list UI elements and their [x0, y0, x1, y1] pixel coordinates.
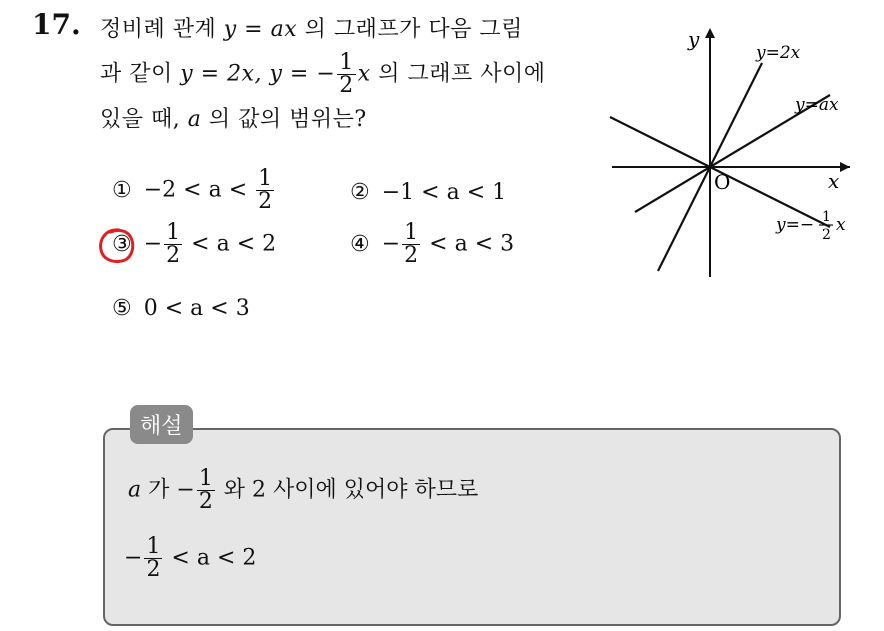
- origin-label: O: [714, 170, 731, 194]
- fraction-denominator: 2: [404, 243, 419, 268]
- choice-mark: ③: [112, 231, 132, 257]
- fraction-denominator: 2: [258, 189, 273, 214]
- label-fraction-numerator: 1: [822, 209, 831, 225]
- fraction-denominator: 2: [146, 557, 161, 582]
- x-axis-label: x: [828, 169, 840, 193]
- label-variable: x: [836, 215, 846, 235]
- problem-text: 정비례 관계: [100, 17, 224, 42]
- solution-box: [103, 428, 841, 626]
- problem-equation: y = ax: [223, 17, 298, 42]
- fraction: [144, 536, 162, 581]
- problem-line-1: [100, 12, 523, 43]
- linear-graph: [600, 22, 860, 287]
- x-axis-arrow: [840, 162, 850, 172]
- fraction-numerator: 1: [166, 220, 181, 245]
- choice-4[interactable]: [350, 222, 514, 267]
- choice-text: 0 < a < 3: [143, 296, 250, 321]
- solution-line-2: [124, 536, 256, 581]
- solution-line-1: [128, 468, 478, 513]
- fraction: [164, 222, 182, 267]
- solution-text: < a < 2: [164, 545, 257, 571]
- fraction-numerator: 1: [404, 220, 419, 245]
- choice-text: −1 < a < 1: [381, 180, 507, 205]
- fraction-numerator: 1: [258, 166, 273, 191]
- choice-text: < a < 2: [184, 231, 277, 257]
- choice-text: −: [381, 231, 401, 257]
- choice-2[interactable]: [350, 180, 506, 205]
- choice-mark: ①: [112, 177, 132, 203]
- label-y-ax: y=ax: [795, 95, 839, 115]
- solution-text: 가 −: [141, 477, 195, 503]
- label-text: y=−: [776, 215, 815, 235]
- problem-text: 의 그래프 사이에: [370, 61, 546, 87]
- label-y-2x: y=2x: [756, 43, 801, 63]
- fraction-denominator: 2: [339, 73, 354, 98]
- choice-mark: ②: [350, 180, 370, 205]
- fraction: [197, 468, 215, 513]
- fraction-numerator: 1: [198, 466, 213, 491]
- fraction: [402, 222, 420, 267]
- fraction-denominator: 2: [198, 489, 213, 514]
- choice-mark: ⑤: [112, 296, 132, 321]
- fraction-denominator: 2: [166, 243, 181, 268]
- solution-text: −: [124, 545, 143, 571]
- y-axis-arrow: [705, 28, 715, 38]
- choice-mark: ④: [350, 231, 370, 257]
- choice-text: −: [143, 231, 163, 257]
- solution-variable: a: [128, 477, 142, 503]
- choice-1[interactable]: [112, 168, 276, 213]
- problem-number: 17.: [32, 8, 81, 41]
- label-fraction-denominator: 2: [822, 227, 831, 243]
- problem-line-3: [100, 102, 367, 133]
- problem-line-2: [100, 52, 545, 97]
- choice-text: −2 < a <: [143, 177, 255, 203]
- problem-variable: x: [357, 61, 371, 87]
- fraction: [256, 168, 274, 213]
- solution-text: 와 2 사이에 있어야 하므로: [216, 477, 479, 503]
- solution-tag: 해설: [130, 405, 193, 444]
- problem-text: 의 값의 범위는?: [201, 107, 367, 132]
- problem-text: 의 그래프가 다음 그림: [297, 17, 523, 42]
- choice-text: < a < 3: [422, 231, 515, 257]
- choice-5[interactable]: [112, 296, 250, 321]
- problem-text: 과 같이: [100, 61, 181, 87]
- fraction-numerator: 1: [339, 50, 354, 75]
- answer-circle-mark: [97, 226, 137, 266]
- problem-text: 있을 때,: [100, 107, 188, 132]
- fraction-numerator: 1: [146, 534, 161, 559]
- problem-variable: a: [187, 107, 202, 132]
- problem-equation: y = 2x, y = −: [180, 61, 336, 87]
- label-y-neg-half-x: [775, 209, 846, 243]
- fraction: [337, 52, 356, 97]
- y-axis-label: y: [688, 27, 700, 51]
